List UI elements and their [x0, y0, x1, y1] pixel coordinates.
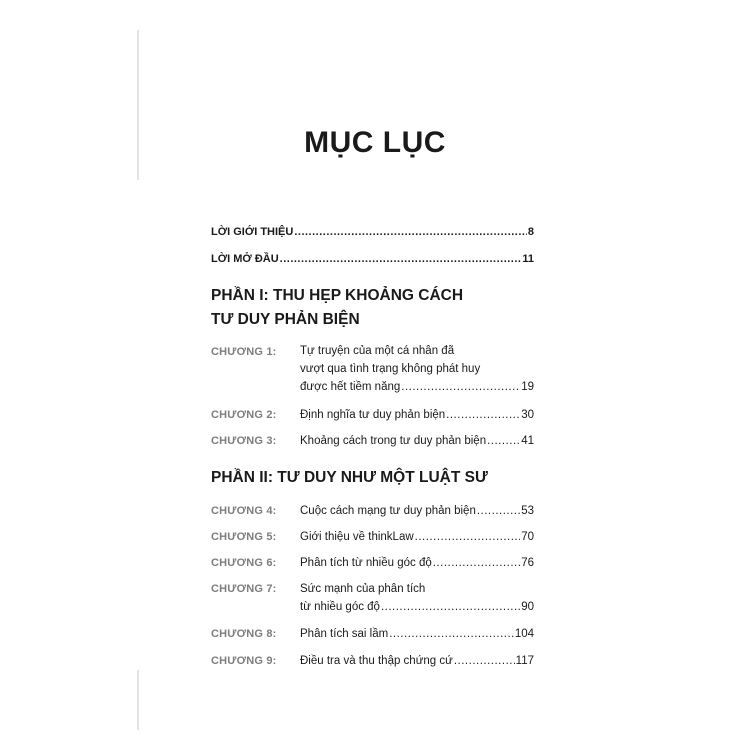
toc-page-number: 104 — [514, 628, 534, 640]
leader-dots — [401, 378, 520, 396]
toc-entry-preface — [211, 252, 534, 266]
toc-page-number: 76 — [521, 557, 534, 569]
toc-page-number: 70 — [521, 531, 534, 543]
chapter-label: CHƯƠNG 6: — [211, 557, 277, 569]
chapter-title — [300, 652, 534, 670]
chapter-title-line: Khoảng cách trong tư duy phản biện — [300, 435, 487, 447]
chapter-title — [300, 580, 534, 616]
chapter-title-line: Định nghĩa tư duy phản biện — [300, 409, 446, 421]
chapter-label: CHƯƠNG 5: — [211, 531, 277, 543]
toc-page-number: 8 — [527, 226, 534, 238]
part-title-line: TƯ DUY PHẢN BIỆN — [211, 311, 360, 328]
chapter-title-line: Điều tra và thu thập chứng cứ — [300, 655, 453, 667]
toc-entry-label: LỜI MỞ ĐẦU — [211, 253, 279, 265]
toc-page-number: 117 — [515, 655, 534, 667]
leader-dots — [294, 225, 527, 239]
leader-dots — [381, 598, 520, 616]
part-title-line: PHẦN II: TƯ DUY NHƯ MỘT LUẬT SƯ — [211, 469, 488, 486]
toc-page-number: 19 — [521, 381, 534, 393]
chapter-title-line: từ nhiều góc độ — [300, 601, 380, 613]
toc-entry-intro — [211, 225, 534, 239]
chapter-label: CHƯƠNG 3: — [211, 435, 277, 447]
chapter-title-line: Giới thiệu về thinkLaw — [300, 531, 414, 543]
chapter-title — [300, 625, 534, 643]
leader-dots — [280, 252, 522, 266]
toc-page-number: 53 — [521, 505, 534, 517]
chapter-title-line: được hết tiềm năng — [300, 381, 401, 393]
page-edge-line — [137, 670, 139, 730]
chapter-title-line: Phân tích từ nhiều góc độ — [300, 557, 432, 569]
leader-dots — [487, 432, 520, 450]
leader-dots — [389, 625, 514, 643]
chapter-title — [300, 406, 534, 424]
toc-page-number: 41 — [521, 435, 534, 447]
chapter-title-line: Cuộc cách mạng tư duy phản biện — [300, 505, 476, 517]
chapter-title — [300, 432, 534, 450]
toc-entry-label: LỜI GIỚI THIỆU — [211, 226, 294, 238]
chapter-title-line: Phân tích sai lầm — [300, 628, 389, 640]
chapter-title-line: Tự truyện của một cá nhân đã — [300, 345, 455, 357]
chapter-label: CHƯƠNG 4: — [211, 505, 277, 517]
chapter-title — [300, 528, 534, 546]
page-title: MỤC LỤC — [304, 126, 446, 159]
toc-page-number: 11 — [522, 253, 534, 265]
chapter-label: CHƯƠNG 7: — [211, 583, 277, 595]
chapter-title-line: vượt qua tình trạng không phát huy — [300, 363, 481, 375]
chapter-label: CHƯƠNG 1: — [211, 346, 277, 358]
leader-dots — [415, 528, 521, 546]
chapter-title — [300, 342, 534, 396]
chapter-title — [300, 554, 534, 572]
chapter-title — [300, 502, 534, 520]
toc-page-number: 90 — [521, 601, 534, 613]
chapter-label: CHƯƠNG 2: — [211, 409, 277, 421]
part-heading — [211, 284, 463, 332]
leader-dots — [446, 406, 520, 424]
chapter-label: CHƯƠNG 9: — [211, 655, 277, 667]
leader-dots — [433, 554, 520, 572]
chapter-label: CHƯƠNG 8: — [211, 628, 277, 640]
toc-page-number: 30 — [521, 409, 534, 421]
leader-dots — [477, 502, 520, 520]
part-heading — [211, 466, 488, 490]
leader-dots — [454, 652, 515, 670]
part-title-line: PHẦN I: THU HẸP KHOẢNG CÁCH — [211, 287, 464, 304]
chapter-title-line: Sức mạnh của phân tích — [300, 583, 426, 595]
